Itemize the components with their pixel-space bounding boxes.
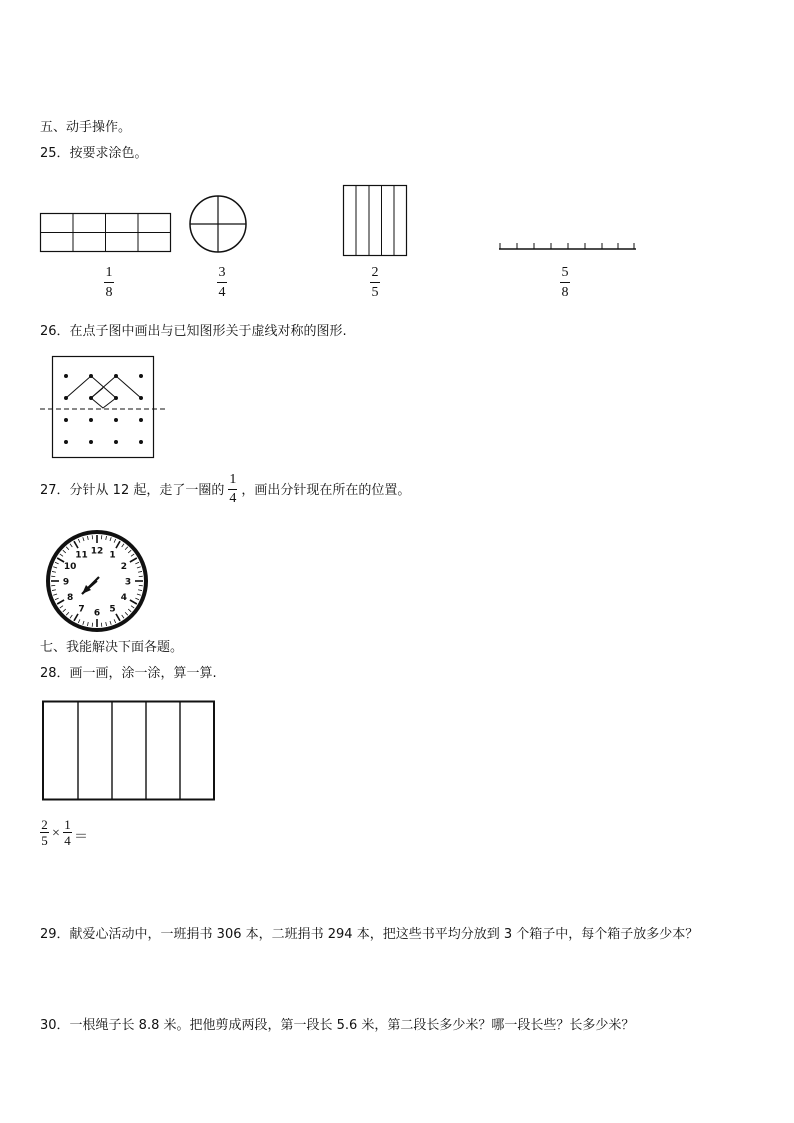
clock-face-figure[interactable]	[44, 528, 150, 634]
question-29-text: 29．献爱心活动中，一班捐书 306 本，二班捐书 294 本，把这些书平均分放到 3 个箱子中，每个箱子放多少本？	[40, 927, 699, 942]
question-27-suffix: ，画出分针现在所在的位置。	[241, 483, 411, 498]
question-28-text: 28．画一画，涂一涂，算一算.	[40, 666, 217, 681]
section-7-title: 七、我能解决下面各题。	[40, 640, 184, 655]
rectangle-eighths-figure[interactable]	[40, 213, 172, 253]
fraction-numerator: 3	[218, 265, 226, 280]
fraction-numerator: 5	[561, 265, 569, 280]
segment-eighths-figure[interactable]	[498, 240, 638, 254]
fraction-denominator: 4	[64, 833, 71, 848]
fraction-denominator: 5	[41, 833, 48, 848]
fraction-one-quarter	[228, 473, 237, 506]
equals-sign: ＝	[74, 830, 88, 845]
question-25-text: 25．按要求涂色。	[40, 146, 148, 161]
clock-number: 9	[62, 577, 70, 588]
fraction-five-eighths	[560, 265, 570, 300]
clock-number: 8	[67, 593, 74, 603]
clock-number: 3	[124, 577, 132, 588]
clock-number: 7	[78, 604, 85, 615]
clock-number: 6	[93, 608, 101, 619]
question-27-prefix: 27．分针从 12 起，走了一圈的	[40, 483, 225, 498]
fraction-numerator: 1	[105, 265, 113, 280]
clock-number: 4	[120, 593, 127, 603]
section-5-title: 五、动手操作。	[40, 120, 132, 135]
question-26-text: 26．在点子图中画出与已知图形关于虚线对称的图形.	[40, 324, 347, 339]
fraction-denominator: 8	[561, 285, 569, 300]
fraction-numerator: 2	[371, 265, 379, 280]
fraction-denominator: 4	[218, 285, 226, 300]
circle-quarters-figure[interactable]	[189, 195, 249, 255]
fraction-denominator: 8	[105, 285, 113, 300]
clock-number: 12	[90, 546, 104, 557]
fraction-one-eighth	[104, 265, 114, 300]
fraction-denominator: 4	[229, 491, 237, 506]
fraction-two-fifths-expr	[40, 818, 49, 847]
times-sign: ×	[52, 826, 60, 841]
fraction-denominator: 5	[371, 285, 379, 300]
question-30-text: 30．一根绳子长 8.8 米。把他剪成两段，第一段长 5.6 米，第二段长多少米？哪一段长些？长多少米？	[40, 1018, 635, 1033]
question-27-text	[40, 474, 410, 508]
clock-number: 2	[120, 562, 127, 572]
clock-number: 11	[75, 550, 88, 561]
clock-number: 1	[109, 550, 116, 561]
fraction-two-fifths	[370, 265, 380, 300]
fraction-one-quarter-expr	[63, 818, 72, 847]
rectangle-fifths-figure[interactable]	[343, 185, 409, 257]
dot-grid-symmetry-figure[interactable]	[40, 356, 170, 460]
fraction-numerator: 1	[64, 817, 71, 832]
rectangle-fifths-drawing-area[interactable]	[42, 700, 217, 803]
clock-number: 5	[109, 604, 116, 615]
fraction-numerator: 1	[229, 472, 237, 487]
fraction-numerator: 2	[41, 817, 48, 832]
clock-number: 10	[63, 562, 77, 572]
fraction-three-quarters	[217, 265, 227, 300]
